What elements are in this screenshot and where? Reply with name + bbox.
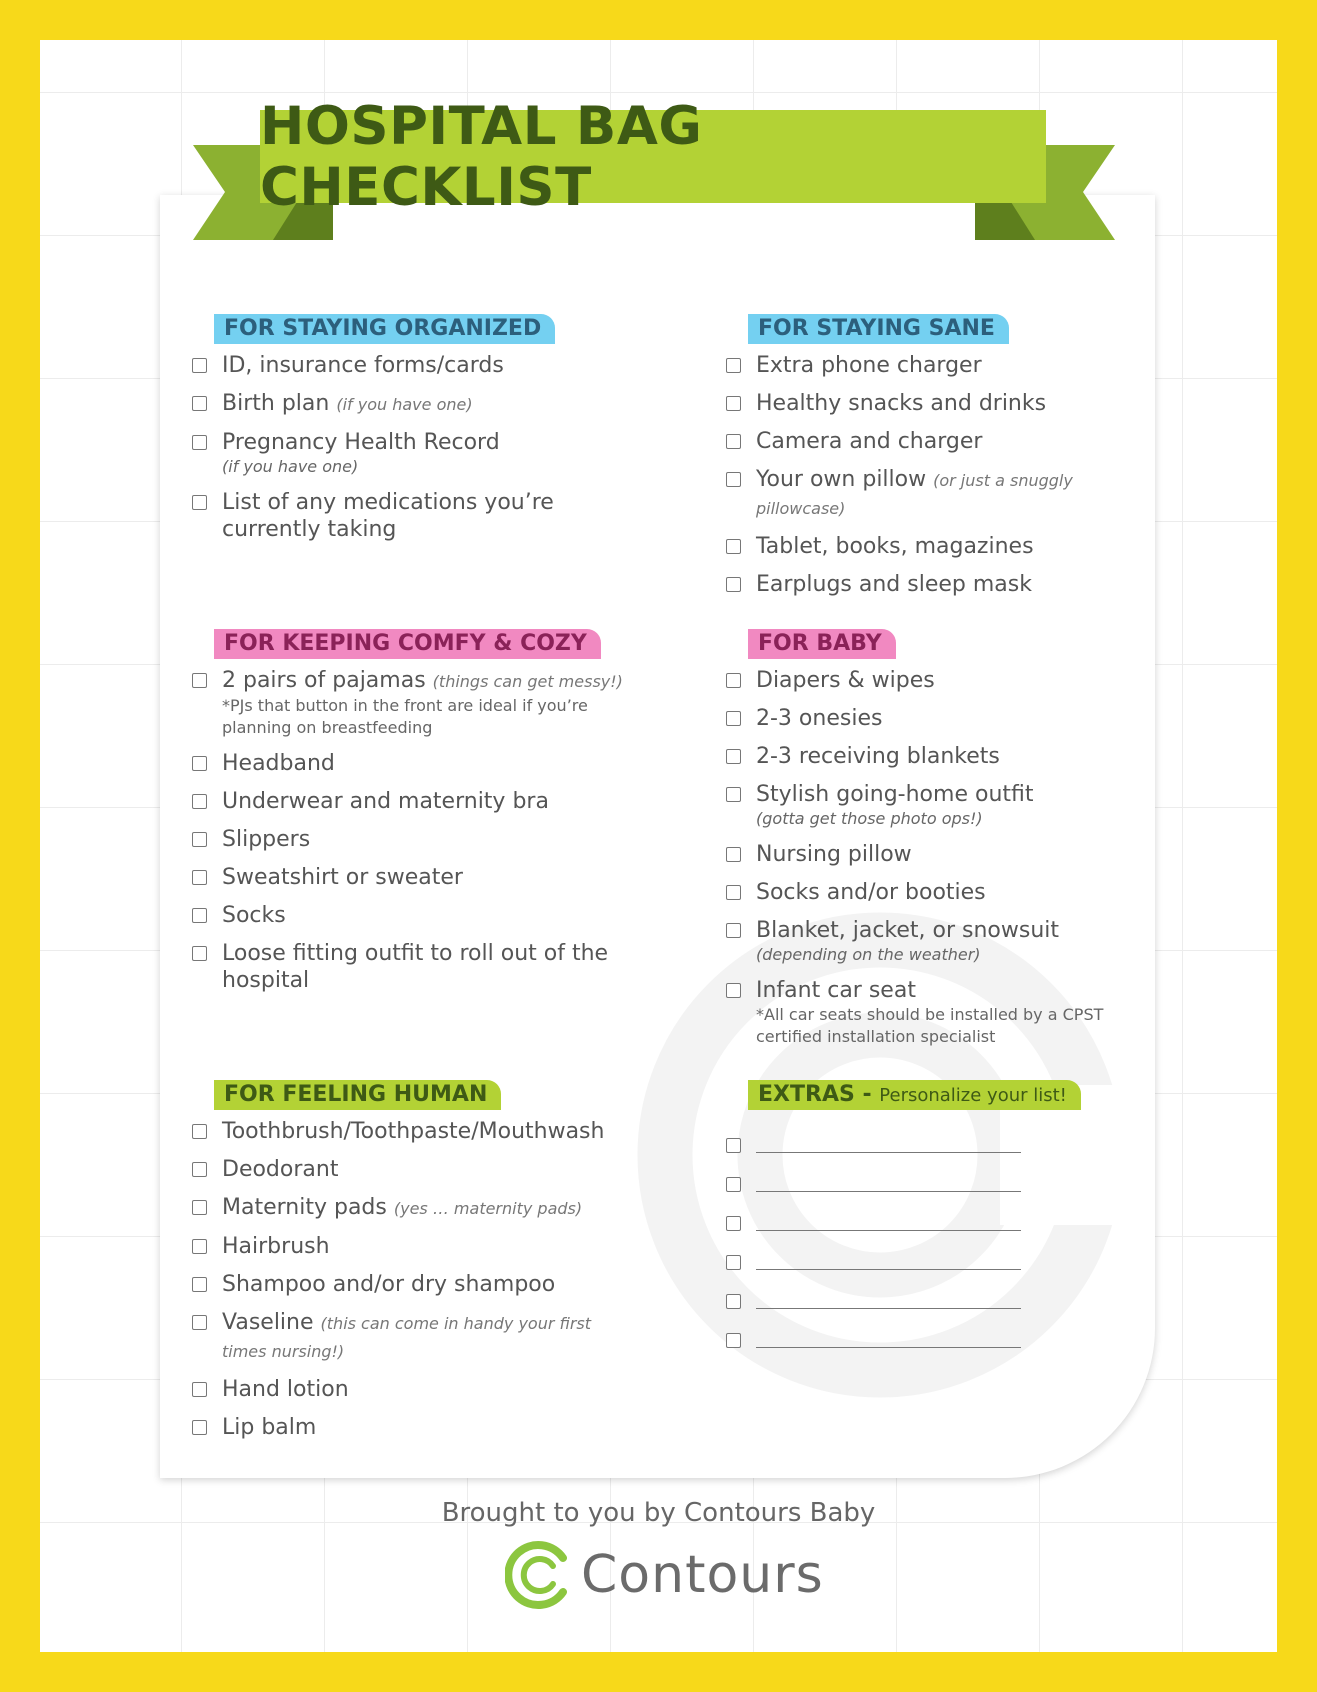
- checkbox[interactable]: [192, 358, 207, 373]
- checkbox[interactable]: [726, 434, 741, 449]
- item-label: Infant car seat: [756, 978, 916, 1003]
- item-label: Diapers & wipes: [756, 668, 935, 693]
- section-header: FOR FEELING HUMAN: [214, 1080, 501, 1110]
- item-subnote: (gotta get those photo ops!): [756, 809, 983, 828]
- write-in-line[interactable]: [756, 1171, 1021, 1192]
- checkbox[interactable]: [726, 539, 741, 554]
- section-staying-sane: [726, 314, 1136, 609]
- checkbox[interactable]: [192, 946, 207, 961]
- spacer: [726, 1118, 1126, 1132]
- item-label: Socks and/or booties: [756, 880, 986, 905]
- checkbox[interactable]: [726, 1138, 741, 1153]
- checkbox[interactable]: [726, 847, 741, 862]
- item-label: Deodorant: [222, 1157, 339, 1182]
- title-banner: [260, 95, 1046, 218]
- contours-logo-text: Contours: [581, 1545, 824, 1605]
- checklist-item-tablet-books-magazines: [726, 533, 1136, 560]
- item-subnote: *PJs that button in the front are ideal if you’re planning on breastfeeding: [222, 696, 588, 737]
- checklist-item-pregnancy-health-record: [192, 429, 642, 478]
- item-note: (yes … maternity pads): [393, 1199, 583, 1218]
- extras-blank-item: [726, 1249, 1126, 1270]
- item-text-block: [756, 977, 1106, 1048]
- item-label: Tablet, books, magazines: [756, 534, 1034, 559]
- checklist-item-hand-lotion: [192, 1376, 632, 1403]
- checklist-item-shampoo-and-or-dry-shampoo: [192, 1271, 632, 1298]
- item-text-block: [222, 1376, 349, 1403]
- checkbox[interactable]: [192, 908, 207, 923]
- item-label: Hairbrush: [222, 1234, 330, 1259]
- checklist-item-deodorant: [192, 1156, 632, 1183]
- checklist: [726, 352, 1136, 598]
- checkbox[interactable]: [726, 358, 741, 373]
- item-text-block: [222, 902, 286, 929]
- checkbox[interactable]: [192, 756, 207, 771]
- checklist: [726, 667, 1106, 1048]
- checkbox[interactable]: [726, 923, 741, 938]
- checklist-item-nursing-pillow: [726, 841, 1106, 868]
- checklist-item-toothbrush-toothpaste-mouthwash: [192, 1118, 632, 1145]
- write-in-line[interactable]: [756, 1249, 1021, 1270]
- item-label: Socks: [222, 903, 286, 928]
- item-label: Maternity pads: [222, 1195, 387, 1220]
- item-label: Hand lotion: [222, 1377, 349, 1402]
- footer-credit: Brought to you by Contours Baby: [441, 1498, 876, 1528]
- item-label: Healthy snacks and drinks: [756, 391, 1047, 416]
- item-label: List of any medications you’re currently taking: [222, 490, 554, 542]
- item-text-block: [756, 533, 1034, 560]
- page-title: HOSPITAL BAG CHECKLIST: [260, 95, 703, 218]
- checkbox[interactable]: [192, 794, 207, 809]
- item-text-block: [756, 705, 882, 732]
- item-text-block: [756, 841, 912, 868]
- checkbox[interactable]: [726, 885, 741, 900]
- item-label: Birth plan: [222, 391, 330, 416]
- item-label: Lip balm: [222, 1415, 317, 1440]
- item-label: ID, insurance forms/cards: [222, 353, 504, 378]
- item-text-block: [222, 940, 632, 994]
- checklist: [192, 667, 632, 994]
- item-text-block: [222, 1233, 330, 1260]
- item-label: 2-3 onesies: [756, 706, 883, 731]
- item-label: Sweatshirt or sweater: [222, 865, 463, 890]
- extras-blank-item: [726, 1171, 1126, 1192]
- checkbox[interactable]: [192, 396, 207, 411]
- checkbox[interactable]: [192, 1239, 207, 1254]
- checklist-item-loose-fitting-outfit-to-roll-out-of-the-: [192, 940, 632, 994]
- checklist-item-your-own-pillow: [726, 466, 1136, 522]
- item-label: Headband: [222, 751, 335, 776]
- item-label: Blanket, jacket, or snowsuit: [756, 918, 1060, 943]
- item-text-block: [222, 489, 642, 543]
- section-header: FOR STAYING SANE: [748, 314, 1009, 344]
- checklist-item-sweatshirt-or-sweater: [192, 864, 632, 891]
- extras-subtitle: Personalize your list!: [879, 1085, 1067, 1106]
- item-label: Slippers: [222, 827, 311, 852]
- item-label: Extra phone charger: [756, 353, 982, 378]
- checklist-item-extra-phone-charger: [726, 352, 1136, 379]
- checklist: [192, 352, 642, 543]
- checklist-item-headband: [192, 750, 632, 777]
- item-note: (if you have one): [336, 395, 473, 414]
- checklist-item-stylish-going-home-outfit: [726, 781, 1106, 830]
- item-text-block: [756, 390, 1046, 417]
- checklist-item-infant-car-seat: [726, 977, 1106, 1048]
- checklist-item-2-3-onesies: [726, 705, 1106, 732]
- item-text-block: [756, 743, 1000, 770]
- section-header: [748, 1080, 1081, 1110]
- write-in-line[interactable]: [756, 1210, 1021, 1231]
- checklist-item-2-3-receiving-blankets: [726, 743, 1106, 770]
- checklist-item-camera-and-charger: [726, 428, 1136, 455]
- extras-blank-item: [726, 1288, 1126, 1309]
- item-label: 2-3 receiving blankets: [756, 744, 1000, 769]
- item-text-block: [222, 1118, 604, 1145]
- item-text-block: [222, 1156, 338, 1183]
- write-in-line[interactable]: [756, 1132, 1021, 1153]
- item-text-block: [756, 879, 986, 906]
- checkbox[interactable]: [726, 983, 741, 998]
- extras-blank-item: [726, 1210, 1126, 1231]
- checklist-item-hairbrush: [192, 1233, 632, 1260]
- checklist-item-diapers-wipes: [726, 667, 1106, 694]
- item-text-block: [756, 466, 1136, 522]
- checklist-item-id-insurance-forms-cards: [192, 352, 642, 379]
- item-label: Vaseline: [222, 1310, 314, 1335]
- item-text-block: [756, 352, 982, 379]
- item-label: Pregnancy Health Record: [222, 430, 500, 455]
- item-text-block: [756, 571, 1032, 598]
- checklist-item-lip-balm: [192, 1414, 632, 1441]
- item-text-block: [222, 788, 549, 815]
- checkbox[interactable]: [726, 749, 741, 764]
- checkbox[interactable]: [192, 1200, 207, 1215]
- item-text-block: [222, 429, 500, 478]
- section-feeling-human: [192, 1080, 632, 1452]
- checklist-item-healthy-snacks-and-drinks: [726, 390, 1136, 417]
- item-text-block: [222, 390, 473, 418]
- item-text-block: [756, 428, 982, 455]
- checkbox[interactable]: [726, 673, 741, 688]
- checkbox[interactable]: [192, 1162, 207, 1177]
- section-for-baby: [726, 629, 1106, 1059]
- item-note: (or just a snuggly pillowcase): [756, 471, 1073, 518]
- item-text-block: [222, 352, 504, 379]
- item-subnote: *All car seats should be installed by a CPST certified installation specialist: [756, 1005, 1104, 1046]
- extras-title: EXTRAS -: [758, 1082, 872, 1107]
- item-subnote: (depending on the weather): [756, 945, 981, 964]
- checklist-item-underwear-and-maternity-bra: [192, 788, 632, 815]
- checkbox[interactable]: [726, 787, 741, 802]
- section-header: FOR STAYING ORGANIZED: [214, 314, 555, 344]
- item-label: Shampoo and/or dry shampoo: [222, 1272, 556, 1297]
- write-in-line[interactable]: [756, 1288, 1021, 1309]
- checkbox[interactable]: [192, 673, 207, 688]
- item-text-block: [222, 864, 463, 891]
- checkbox[interactable]: [726, 1177, 741, 1192]
- item-note: (things can get messy!): [432, 672, 623, 691]
- checkbox[interactable]: [192, 870, 207, 885]
- item-text-block: [222, 826, 310, 853]
- checkbox[interactable]: [726, 711, 741, 726]
- section-staying-organized: [192, 314, 642, 554]
- checkbox[interactable]: [726, 1216, 741, 1231]
- checkbox[interactable]: [192, 1420, 207, 1435]
- checklist-item-2-pairs-of-pajamas: [192, 667, 632, 739]
- section-extras: [726, 1080, 1126, 1366]
- write-in-line[interactable]: [756, 1327, 1021, 1348]
- checklist-item-maternity-pads: [192, 1194, 632, 1222]
- contours-logo-icon: [505, 1540, 575, 1610]
- item-text-block: [756, 917, 1059, 966]
- checklist-item-list-of-any-medications-you-re-currently: [192, 489, 642, 543]
- item-text-block: [222, 1194, 582, 1222]
- item-note: (this can come in handy your first times nursing!): [222, 1314, 592, 1361]
- contours-logo: [505, 1540, 824, 1610]
- checkbox[interactable]: [192, 1277, 207, 1292]
- checkbox[interactable]: [726, 577, 741, 592]
- extras-blank-item: [726, 1327, 1126, 1348]
- item-label: Toothbrush/Toothpaste/Mouthwash: [222, 1119, 605, 1144]
- checklist-item-birth-plan: [192, 390, 642, 418]
- checkbox[interactable]: [726, 1333, 741, 1348]
- checkbox[interactable]: [192, 495, 207, 510]
- checkbox[interactable]: [192, 1382, 207, 1397]
- item-text-block: [222, 667, 632, 739]
- item-label: Camera and charger: [756, 429, 983, 454]
- item-label: Nursing pillow: [756, 842, 912, 867]
- checkbox[interactable]: [192, 435, 207, 450]
- item-subnote: (if you have one): [222, 457, 359, 476]
- checklist-item-blanket-jacket-or-snowsuit: [726, 917, 1106, 966]
- checkbox[interactable]: [726, 472, 741, 487]
- checklist-item-earplugs-and-sleep-mask: [726, 571, 1136, 598]
- item-text-block: [222, 1271, 555, 1298]
- checklist-item-vaseline: [192, 1309, 632, 1365]
- checklist-item-slippers: [192, 826, 632, 853]
- item-text-block: [756, 667, 935, 694]
- checklist-item-socks-and-or-booties: [726, 879, 1106, 906]
- item-text-block: [756, 781, 1034, 830]
- section-header: FOR BABY: [748, 629, 896, 659]
- item-label: Stylish going-home outfit: [756, 782, 1034, 807]
- section-comfy-cozy: [192, 629, 632, 1005]
- item-label: 2 pairs of pajamas: [222, 668, 426, 693]
- item-label: Earplugs and sleep mask: [756, 572, 1032, 597]
- checkbox[interactable]: [726, 1294, 741, 1309]
- checkbox[interactable]: [726, 1255, 741, 1270]
- checkbox[interactable]: [192, 1124, 207, 1139]
- item-text-block: [222, 750, 335, 777]
- item-text-block: [222, 1414, 316, 1441]
- checkbox[interactable]: [726, 396, 741, 411]
- item-label: Loose fitting outfit to roll out of the hospital: [222, 941, 609, 993]
- checkbox[interactable]: [192, 832, 207, 847]
- item-label: Underwear and maternity bra: [222, 789, 549, 814]
- checklist: [192, 1118, 632, 1441]
- checkbox[interactable]: [192, 1315, 207, 1330]
- extras-blank-item: [726, 1132, 1126, 1153]
- item-text-block: [222, 1309, 632, 1365]
- checklist-item-socks: [192, 902, 632, 929]
- item-label: Your own pillow: [756, 467, 927, 492]
- section-header: FOR KEEPING COMFY & COZY: [214, 629, 601, 659]
